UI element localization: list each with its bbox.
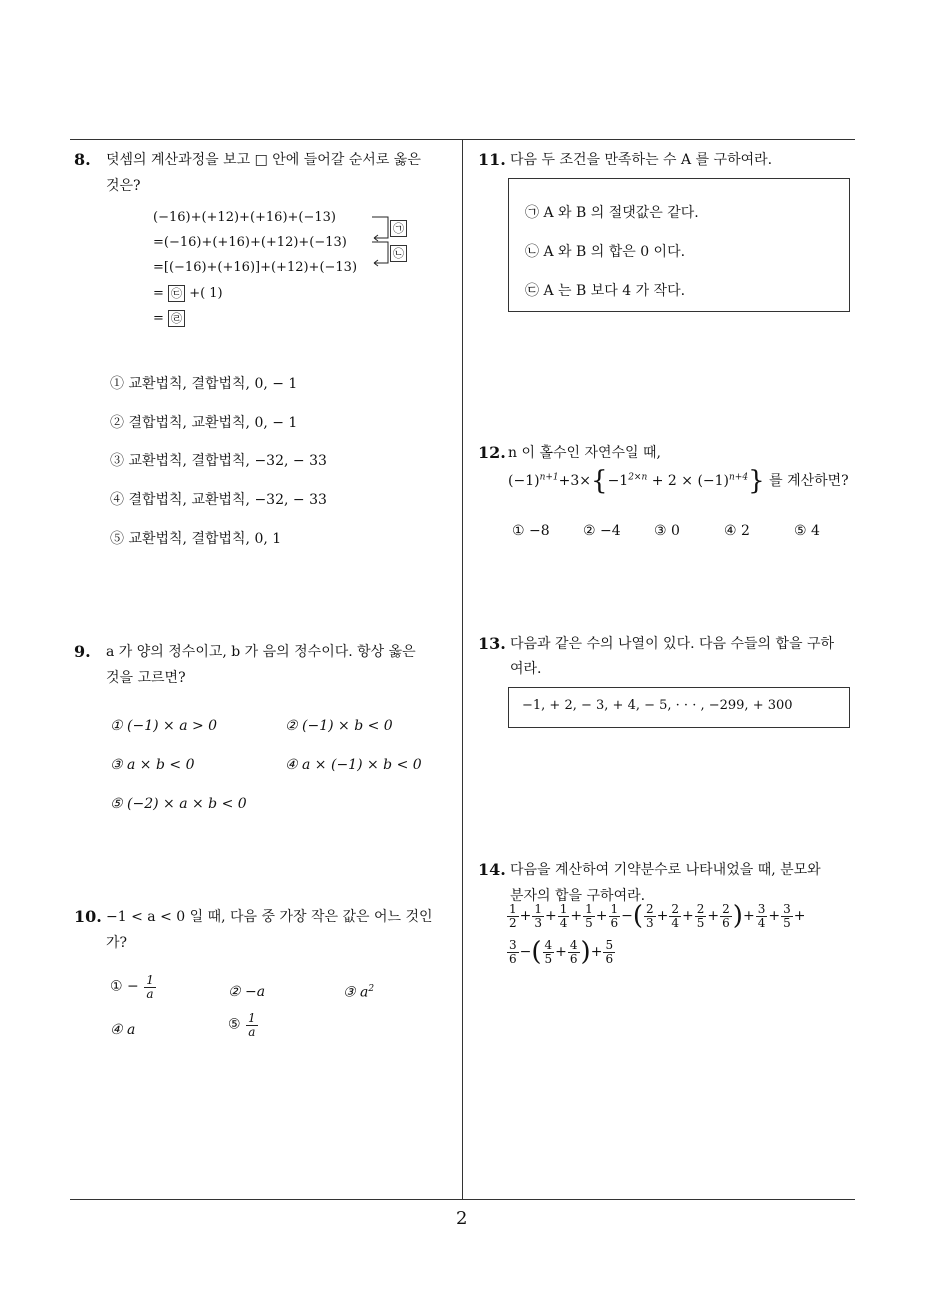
q14-frac-2-5 (695, 903, 707, 929)
q14-frac-1-4 (558, 903, 570, 929)
den: 4 (559, 915, 568, 930)
q9-text-line1: a 가 양의 정수이고, b 가 음의 정수이다. 항상 옳은 (106, 644, 416, 660)
q12-choice-1[interactable]: ① −8 (512, 523, 550, 539)
num: 2 (722, 902, 730, 916)
q14-frac-3-6 (507, 939, 519, 965)
den: 6 (509, 951, 517, 966)
q14-frac-3-4 (756, 903, 768, 929)
q9-choice-1[interactable]: ① (−1) × a > 0 (110, 718, 218, 734)
q14-frac-2-4 (669, 903, 681, 929)
q9-text-line2: 것을 고르면? (106, 670, 186, 686)
q10-choice-5-fraction (246, 1012, 258, 1038)
q12-expr-a: (−1) (508, 473, 540, 489)
q8-number: 8. (74, 150, 91, 169)
q14-expression-line2: $\frac{3}{6}$ −( $\frac{4}{5}$ + $\frac{4}{6}$ )+ $\frac{5}{6}$ (509, 937, 614, 968)
num: 1 (509, 902, 517, 916)
q10-choice-3-text: ③ a (343, 984, 369, 1001)
q13-text-line2: 여라. (510, 661, 542, 677)
q9-number: 9. (74, 642, 91, 661)
q14-frac-3-5 (781, 903, 793, 929)
q8-text-line1: 덧셈의 계산과정을 보고 □ 안에 들어갈 순서로 옳은 (106, 152, 421, 168)
q14-frac-1-3 (532, 903, 544, 929)
q9-choice-3[interactable]: ③ a × b < 0 (110, 757, 195, 773)
q14-text-line1: 다음을 계산하여 기약분수로 나타내었을 때, 분모와 (510, 862, 821, 878)
q12-choice-4[interactable]: ④ 2 (724, 523, 750, 539)
q10-choice-3-exp: 2 (368, 984, 375, 994)
q8-box-a: ㉠ (390, 220, 407, 237)
q12-expression (508, 468, 849, 494)
den: 3 (646, 915, 654, 930)
q8-choice-1[interactable]: ① 교환법칙, 결합법칙, 0, − 1 (110, 376, 298, 392)
q8-box-d: ㉣ (168, 310, 185, 327)
q10-c1-denominator: a (146, 986, 154, 1001)
q14-frac-4-6 (568, 939, 580, 965)
q14-frac-1-5 (583, 903, 595, 929)
q9-choice-4[interactable]: ④ a × (−1) × b < 0 (285, 757, 422, 773)
q14-paren-open-1: ( (632, 901, 644, 932)
q12-expr-c-exp: 2×n (628, 472, 648, 483)
den: 5 (783, 915, 791, 930)
q10-choice-5[interactable] (228, 1012, 259, 1038)
q8-step3: =[(−16)+(+16)]+(+12)+(−13) (153, 260, 358, 275)
q10-number: 10. (74, 907, 102, 926)
q9-choice-2[interactable]: ② (−1) × b < 0 (285, 718, 393, 734)
q8-box-c: ㉢ (168, 285, 185, 302)
num: 2 (671, 902, 680, 916)
q8-text-line2: 것은? (106, 178, 141, 194)
q14-frac-1-2 (507, 903, 519, 929)
q10-text-line1: −1 < a < 0 일 때, 다음 중 가장 작은 값은 어느 것인 (106, 909, 433, 925)
q12-right-brace: } (748, 466, 765, 496)
q10-c5-denominator: a (248, 1024, 256, 1039)
den: 2 (509, 915, 517, 930)
num: 1 (610, 902, 619, 916)
q14-frac-4-5 (543, 939, 555, 965)
q12-choice-3[interactable]: ③ 0 (654, 523, 680, 539)
den: 6 (569, 951, 578, 966)
num: 1 (559, 902, 568, 916)
q8-box-b: ㉡ (390, 245, 407, 262)
q10-text-line2: 가? (106, 935, 128, 951)
q8-step5 (153, 310, 185, 327)
q12-expr-a-exp: n+1 (539, 472, 559, 483)
q12-number: 12. (478, 443, 506, 462)
q12-text-line1: n 이 홀수인 자연수일 때, (508, 445, 661, 461)
q14-paren-open-2: ( (531, 937, 542, 968)
q10-choice-3[interactable] (343, 984, 374, 1001)
q10-choice-2[interactable]: ② −a (228, 984, 266, 1000)
den: 6 (610, 915, 619, 930)
q14-paren-close-2: ) (580, 937, 591, 968)
q12-expr-b: +3× (558, 473, 592, 489)
q14-frac-2-6 (720, 903, 732, 929)
q12-choice-2[interactable]: ② −4 (583, 523, 621, 539)
q10-c5-numerator: 1 (248, 1011, 256, 1025)
den: 6 (722, 915, 730, 930)
q12-left-brace: { (591, 466, 608, 496)
den: 5 (585, 915, 593, 930)
q12-expr-d-exp: n+4 (729, 472, 749, 483)
den: 5 (544, 951, 553, 966)
q11-condition-2: ㉡ A 와 B 의 합은 0 이다. (525, 244, 686, 260)
den: 3 (534, 915, 543, 930)
page-number: 2 (456, 1208, 468, 1229)
num: 1 (534, 902, 543, 916)
den: 6 (605, 951, 614, 966)
num: 4 (544, 938, 553, 952)
q8-step2: =(−16)+(+16)+(+12)+(−13) (153, 235, 347, 250)
q8-step4-eq: = (153, 286, 164, 301)
q11-number: 11. (478, 150, 506, 169)
q10-choice-1-label: ① − (110, 978, 139, 995)
q8-choice-5[interactable]: ⑤ 교환법칙, 결합법칙, 0, 1 (110, 531, 282, 547)
q8-choice-2[interactable]: ② 결합법칙, 교환법칙, 0, − 1 (110, 415, 298, 431)
q13-number: 13. (478, 634, 506, 653)
q13-sequence: −1, + 2, − 3, + 4, − 5, · · · , −299, + 300 (522, 698, 793, 713)
den: 4 (757, 915, 766, 930)
q12-choice-5[interactable]: ⑤ 4 (794, 523, 820, 539)
q10-choice-1[interactable] (110, 974, 157, 1000)
column-divider (462, 139, 463, 1200)
q14-number: 14. (478, 860, 506, 879)
q8-step5-eq: = (153, 311, 164, 326)
q8-choice-4[interactable]: ④ 결합법칙, 교환법칙, −32, − 33 (110, 492, 327, 508)
q10-choice-4[interactable]: ④ a (110, 1022, 136, 1038)
q13-text-line1: 다음과 같은 수의 나열이 있다. 다음 수들의 합을 구하 (510, 636, 835, 652)
q11-text: 다음 두 조건을 만족하는 수 A 를 구하여라. (510, 152, 773, 168)
q10-choice-5-label: ⑤ (228, 1016, 241, 1033)
q14-paren-close-1: ) (732, 901, 743, 932)
num: 3 (509, 938, 517, 952)
q8-step4 (153, 285, 223, 302)
num: 3 (783, 902, 791, 916)
den: 5 (696, 915, 705, 930)
q12-expr-c: −1 (607, 473, 629, 489)
num: 1 (585, 902, 593, 916)
q10-c1-numerator: 1 (146, 973, 154, 987)
q11-condition-3: ㉢ A 는 B 보다 4 가 작다. (525, 283, 686, 299)
q9-choice-5[interactable]: ⑤ (−2) × a × b < 0 (110, 796, 247, 812)
num: 2 (646, 902, 654, 916)
q12-expr-tail: 를 계산하면? (764, 473, 849, 489)
q14-frac-1-6 (609, 903, 621, 929)
q11-condition-1: ㉠ A 와 B 의 절댓값은 같다. (525, 205, 699, 221)
q8-step4-tail: +( 1) (189, 286, 223, 301)
den: 4 (671, 915, 680, 930)
q14-text-line2: 분자의 합을 구하여라. (510, 888, 646, 904)
num: 5 (605, 938, 614, 952)
q10-choice-1-fraction (144, 974, 156, 1000)
q14-expression-line1: $\frac{1}{2}$ + $\frac{1}{3}$ + $\frac{1}{4}$ + $\frac{1}{5}$ + $\frac{1}{6}$ −( $\frac{2}{3}$ + $\frac{2}{4}$ + $\frac{2}{5}$ + $\frac{2}{6}$ )+ $\frac{3}{4}$ + $\frac{3}{5}$ + (509, 901, 806, 932)
q12-expr-d: + 2 × (−1) (647, 473, 730, 489)
q8-step1: (−16)+(+12)+(+16)+(−13) (153, 210, 336, 225)
q14-frac-2-3 (644, 903, 656, 929)
q8-choice-3[interactable]: ③ 교환법칙, 결합법칙, −32, − 33 (110, 453, 327, 469)
num: 4 (569, 938, 578, 952)
num: 2 (696, 902, 705, 916)
q14-frac-5-6 (603, 939, 615, 965)
num: 3 (757, 902, 766, 916)
